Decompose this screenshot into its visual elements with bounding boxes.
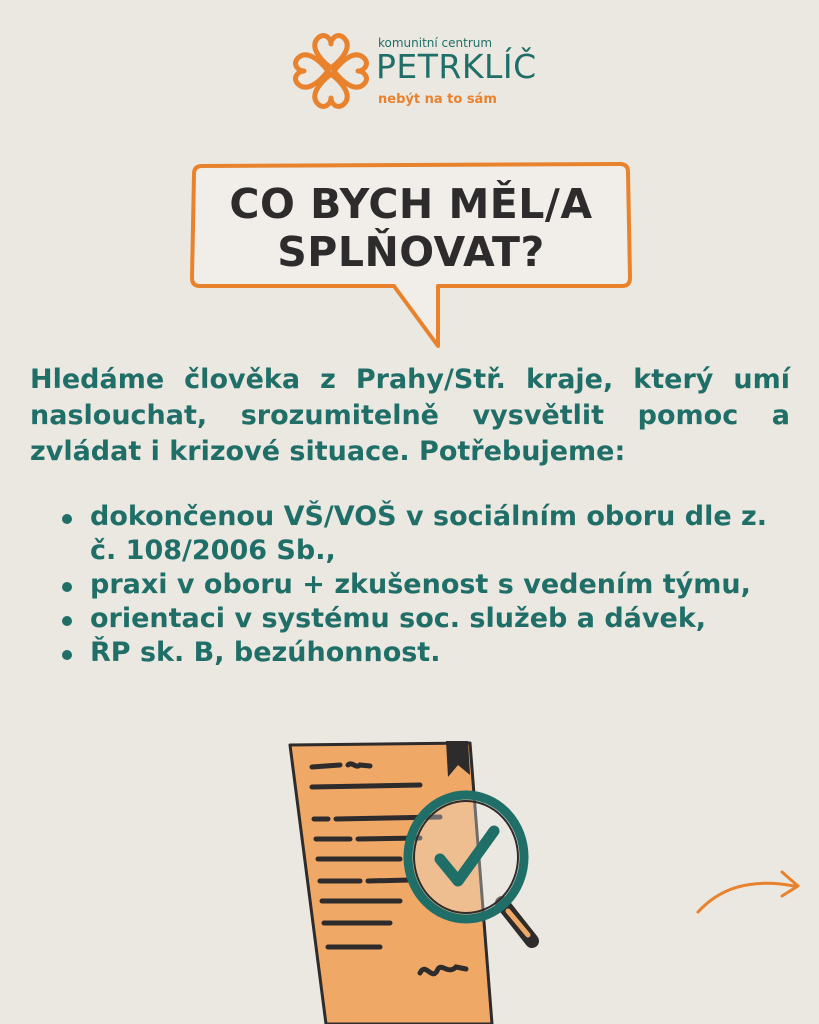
logo-small-text: komunitní centrum [378, 36, 493, 50]
requirements-list [58, 500, 778, 670]
list-item: ŘP sk. B, bezúhonnost. [58, 636, 778, 670]
four-leaf-heart-icon [288, 28, 374, 114]
title-line-1: CO BYCH MĚL/A [229, 180, 593, 228]
intro-text: Hledáme člověka z Prahy/Stř. kraje, který umí naslouchat, srozumitelně vysvětlit pomoc a zvládat i krizové situace. Potřebujeme: [30, 364, 790, 467]
document-magnifier-check-icon [270, 735, 560, 1024]
page-title [198, 180, 624, 276]
list-item: praxi v oboru + zkušenost s vedením týmu, [58, 568, 778, 602]
arrow-right-icon[interactable] [690, 860, 810, 920]
logo-name: PETRKLÍČ [376, 47, 537, 86]
list-item: dokončenou VŠ/VOŠ v sociálním oboru dle z. č. 108/2006 Sb., [58, 500, 778, 568]
title-line-2: SPLŇOVAT? [277, 228, 545, 276]
logo-tagline: nebýt na to sám [378, 92, 497, 107]
list-item: orientaci v systému soc. služeb a dávek, [58, 602, 778, 636]
logo [288, 28, 538, 118]
